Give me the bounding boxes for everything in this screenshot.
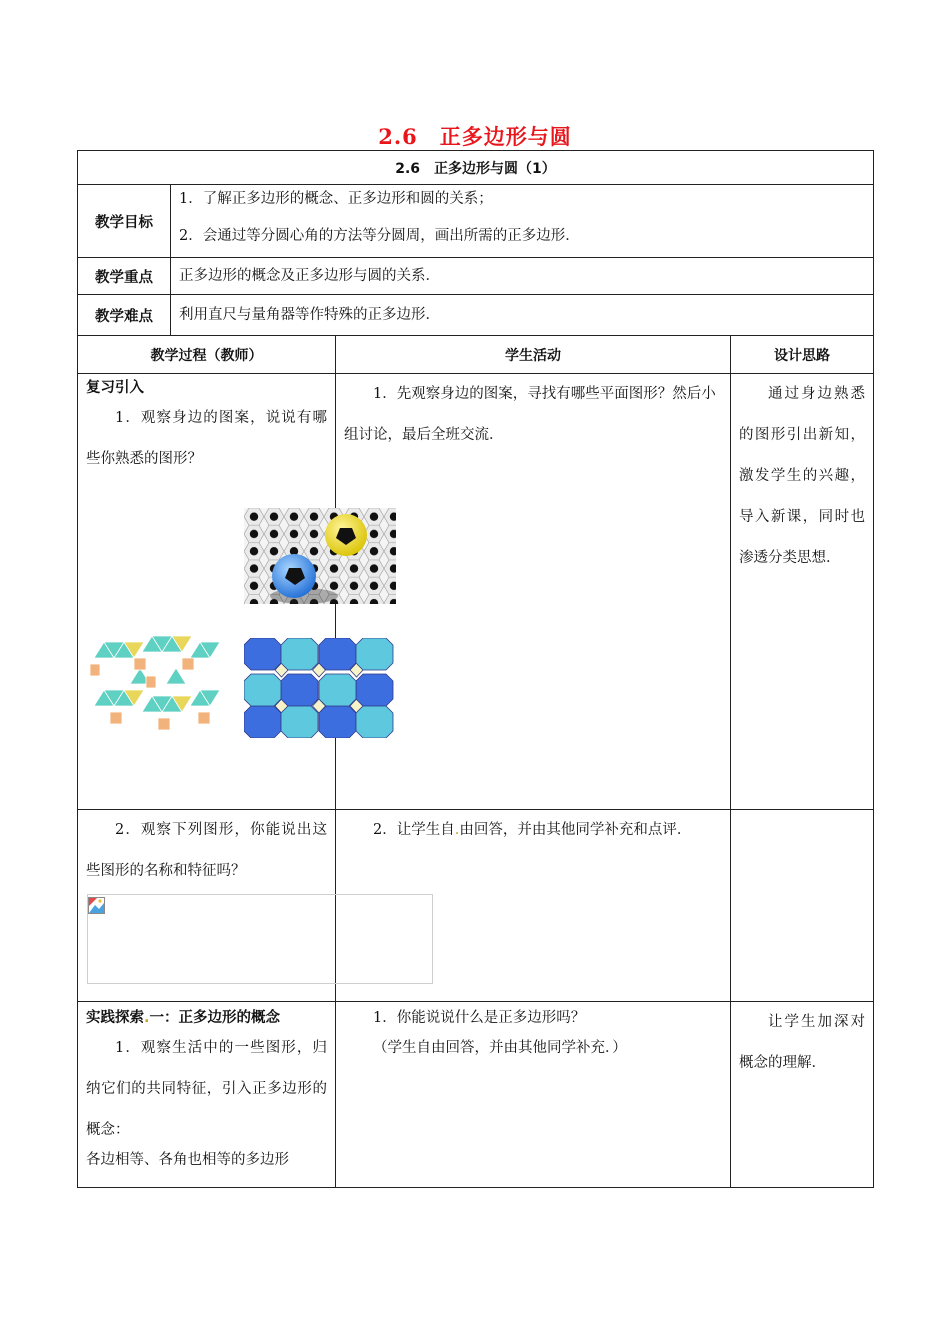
review-design-note: 通过身边熟悉的图形引出新知，激发学生的兴趣，导入新课，同时也渗透分类思想． xyxy=(739,386,866,566)
objectives-label: 教学目标 xyxy=(78,185,171,258)
practice-design-note: 让学生加深对概念的理解． xyxy=(739,1014,866,1071)
lesson-plan-table xyxy=(77,150,874,1188)
practice-heading: 实践探索.一：正多边形的概念 xyxy=(86,1010,281,1026)
practice-definition: 各边相等、各角也相等的多边形 xyxy=(86,1152,289,1168)
observe-question-2: 2．观察下列图形，你能说出这些图形的名称和特征吗？ xyxy=(86,822,327,879)
practice-teacher-cell xyxy=(78,1002,336,1188)
practice-question-1: 1．观察生活中的一些图形，归纳它们的共同特征，引入正多边形的概念： xyxy=(86,1040,327,1138)
review-design-cell xyxy=(731,374,874,810)
soccer-balls-photo xyxy=(244,508,396,604)
observe-design-cell xyxy=(731,810,874,1002)
lesson-title: 2.6 正多边形与圆（1） xyxy=(78,151,874,185)
objective-1: 1．了解正多边形的概念、正多边形和圆的关系； xyxy=(179,191,493,207)
practice-design-cell xyxy=(731,1002,874,1188)
review-heading: 复习引入 xyxy=(86,380,144,396)
review-student-activity: 1．先观察身边的图案，寻找有哪些平面图形？然后小组讨论，最后全班交流． xyxy=(344,386,716,443)
column-header-student: 学生活动 xyxy=(336,336,731,374)
key-point-label: 教学重点 xyxy=(78,258,171,295)
observe-teacher-cell xyxy=(78,810,336,1002)
observe-student-activity: 2．让学生自.由回答，并由其他同学补充和点评． xyxy=(373,822,692,838)
column-header-teacher: 教学过程（教师） xyxy=(78,336,336,374)
objective-2: 2．会通过等分圆心角的方法等分圆周，画出所需的正多边形． xyxy=(179,228,580,244)
review-teacher-cell xyxy=(78,374,336,810)
objectives-content xyxy=(171,185,874,258)
practice-student-cell xyxy=(336,1002,731,1188)
hexagon-triangle-tiling xyxy=(90,636,222,736)
missing-figure-frame xyxy=(87,894,433,984)
practice-student-note: （学生自由回答，并由其他同学补充．） xyxy=(373,1040,627,1056)
broken-image-icon xyxy=(88,897,105,914)
practice-student-question: 1．你能说说什么是正多边形吗？ xyxy=(373,1010,586,1026)
difficulty-label: 教学难点 xyxy=(78,295,171,336)
difficulty-text: 利用直尺与量角器等作特殊的正多边形． xyxy=(171,295,874,336)
dot-mark: . xyxy=(144,1010,150,1026)
dot-mark: . xyxy=(454,822,460,838)
review-question-1: 1．观察身边的图案，说说有哪些你熟悉的图形？ xyxy=(86,410,327,467)
octagon-square-tiling xyxy=(244,638,394,738)
key-point-text: 正多边形的概念及正多边形与圆的关系． xyxy=(171,258,874,295)
column-header-design: 设计思路 xyxy=(731,336,874,374)
document-title: 2.6 正多边形与圆 xyxy=(378,124,572,149)
